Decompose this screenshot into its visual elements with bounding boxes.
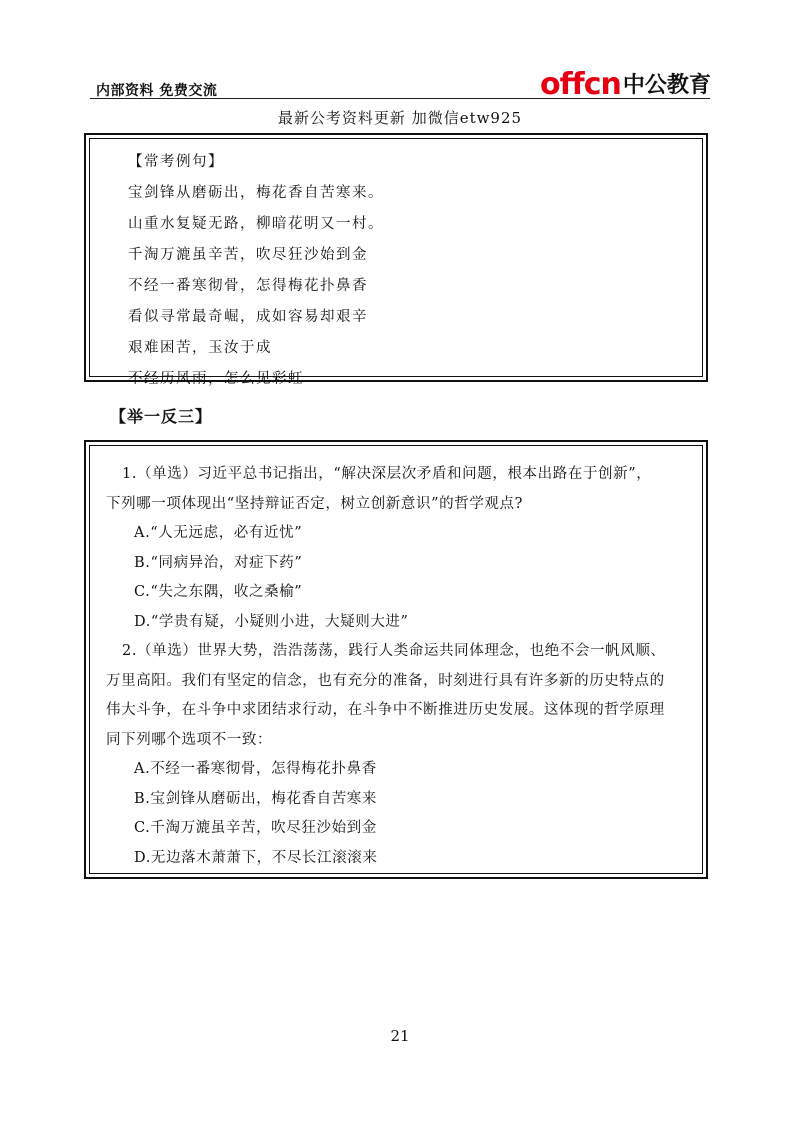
example-line: 不经历风雨，怎么见彩虹 bbox=[128, 371, 304, 387]
question-1-stem: 1.（单选）习近平总书记指出，“解决深层次矛盾和问题，根本出路在于创新”， bbox=[122, 466, 652, 482]
question-1-option-a: A.“人无远虑，必有近忧” bbox=[134, 525, 303, 541]
question-1-option-c: C.“失之东隅，收之桑榆” bbox=[134, 584, 303, 600]
offcn-logo bbox=[540, 68, 711, 100]
logo-latin-text: offcn bbox=[540, 67, 621, 102]
question-2-option-b: B.宝剑锋从磨砺出，梅花香自苦寒来 bbox=[134, 790, 377, 807]
practice-section-title: 【举一反三】 bbox=[110, 407, 213, 426]
header-divider bbox=[90, 98, 710, 99]
question-2-stem: 伟大斗争，在斗争中求团结求行动，在斗争中不断推进历史发展。这体现的哲学原理 bbox=[106, 702, 665, 718]
question-2-stem: 2.（单选）世界大势，浩浩荡荡，践行人类命运共同体理念，也绝不会一帆风顺、 bbox=[122, 643, 666, 659]
logo-chinese-text: 中公教育 bbox=[622, 73, 711, 98]
example-line: 山重水复疑无路，柳暗花明又一村。 bbox=[128, 216, 384, 232]
example-line: 看似寻常最奇崛，成如容易却艰辛 bbox=[128, 309, 368, 325]
question-1-option-b: B.“同病异治，对症下药” bbox=[134, 554, 303, 571]
header-label: 内部资料 免费交流 bbox=[96, 83, 218, 99]
example-line: 宝剑锋从磨砺出，梅花香自苦寒来。 bbox=[128, 185, 384, 201]
header-subtitle: 最新公考资料更新 加微信etw925 bbox=[277, 109, 523, 127]
example-line: 艰难困苦，玉汝于成 bbox=[128, 340, 272, 356]
examples-box bbox=[84, 133, 708, 387]
question-2-option-c: C.千淘万漉虽辛苦，吹尽狂沙始到金 bbox=[134, 820, 377, 836]
example-line: 不经一番寒彻骨，怎得梅花扑鼻香 bbox=[128, 278, 368, 294]
page-number: 21 bbox=[390, 1027, 410, 1045]
question-2-stem: 万里高阳。我们有坚定的信念，也有充分的准备，时刻进行具有许多新的历史特点的 bbox=[106, 672, 665, 689]
examples-title: 【常考例句】 bbox=[128, 154, 224, 170]
question-1-option-d: D.“学贵有疑，小疑则小进，大疑则大进” bbox=[134, 613, 409, 630]
question-2-stem: 同下列哪个选项不一致： bbox=[106, 731, 273, 748]
question-2-option-a: A.不经一番寒彻骨，怎得梅花扑鼻香 bbox=[134, 761, 377, 777]
practice-box bbox=[84, 440, 708, 879]
question-2-option-d: D.无边落木萧萧下，不尽长江滚滚来 bbox=[134, 849, 378, 866]
question-1-stem: 下列哪一项体现出“坚持辩证否定，树立创新意识”的哲学观点? bbox=[106, 495, 523, 512]
example-line: 千淘万漉虽辛苦，吹尽狂沙始到金 bbox=[128, 247, 368, 263]
